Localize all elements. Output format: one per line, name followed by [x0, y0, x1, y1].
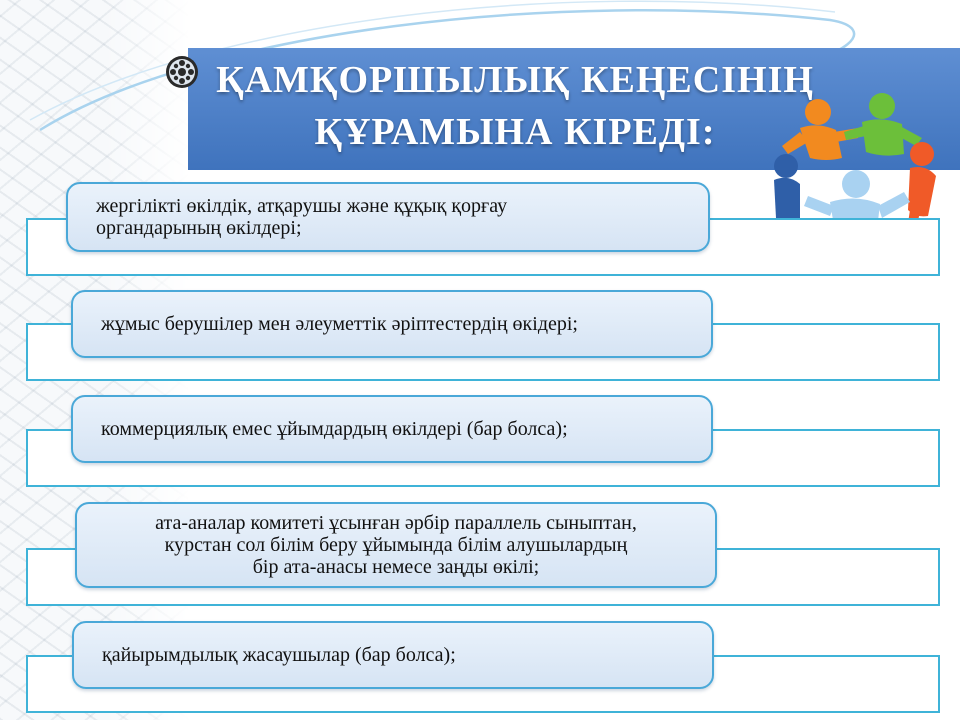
list-item-2-text: жұмыс берушілер мен әлеуметтік әріптестердің өкідері; [101, 313, 578, 335]
list-item-1-line-2: органдарының өкілдері; [96, 217, 302, 239]
list-item-3 [71, 395, 713, 463]
list-item-4-line-3: бір ата-анасы немесе заңды өкілі; [252, 556, 540, 578]
list-item-2 [71, 290, 713, 358]
list-item-3-text: коммерциялық емес ұйымдардың өкілдері (бар болса); [101, 418, 568, 440]
title-line-1: ҚАМҚОРШЫЛЫҚ КЕҢЕСІНІҢ [216, 59, 814, 101]
list-item-4-line-2: курстан сол білім беру ұйымында білім алушылардың [164, 534, 628, 556]
list-item-4 [75, 502, 717, 588]
list-item-1-line-1: жергілікті өкілдік, атқарушы және құқық қорғау [96, 195, 508, 217]
film-reel-icon [165, 55, 199, 89]
list-item-1 [66, 182, 710, 252]
list-item-5-text: қайырымдылық жасаушылар (бар болса); [102, 644, 456, 666]
page-title [205, 54, 825, 158]
list-item-5 [72, 621, 714, 689]
list-item-4-line-1: ата-аналар комитеті ұсынған әрбір параллель сыныптан, [155, 512, 637, 534]
title-line-2: ҚҰРАМЫНА КІРЕДІ: [314, 111, 716, 153]
